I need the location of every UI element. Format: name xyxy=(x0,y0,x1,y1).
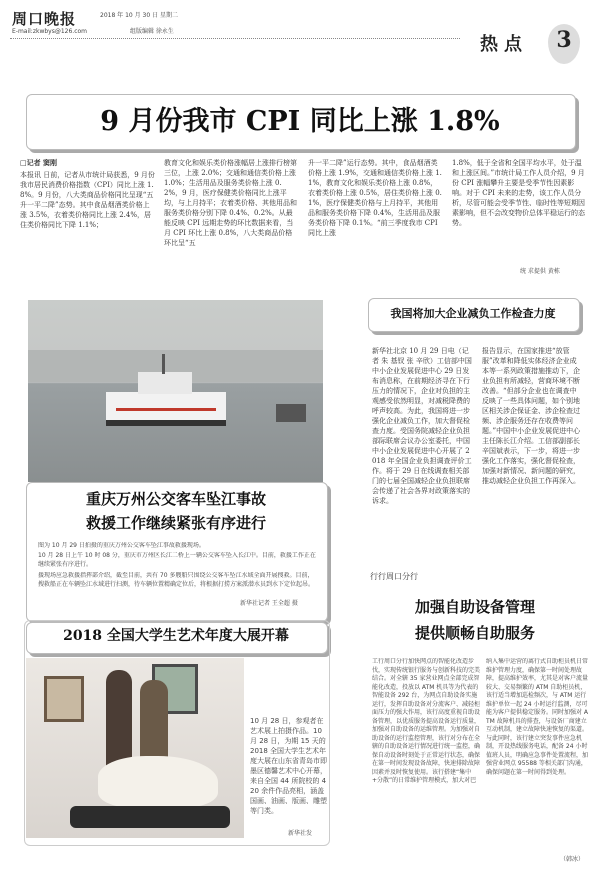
rescue-credit: 新华社记者 王全超 摄 xyxy=(240,600,298,607)
art-headline: 2018 全国大学生艺术年度大展开幕 xyxy=(63,628,289,644)
tax-col1: 新华社北京 10 月 29 日电（记者 朱 基钗 张 辛欣）工信部中国中小企业发展促进中心 29 日发布消息称，在前期经济寻在下行压力的情况下，企业对负担的主观感受依然明显，对减税降费的呼声较高。为此，我国将进一步强化企业减负工作，加大督促检查力度。受国务院减轻企业负担部际联席会议办公室委托，中国中小企业发展促进中心开展了 2018 年全国企业负担调查评价工作。将于 29 日在线调查相关部门的七届全国减轻企业负担联席会传递了社会各界对政策落实的诉求。 xyxy=(372,347,472,505)
rescue-headline-1: 重庆万州公交客车坠江事故 xyxy=(85,490,266,508)
editors: 组版编辑 徐永生 xyxy=(130,28,174,35)
art-photo xyxy=(26,658,244,838)
date: 2018 年 10 月 30 日 星期二 xyxy=(100,12,178,19)
rescue-caption-3: 援现场应急救援指挥部介绍，截至目前，共有 70 多艘船只围绕公交客车坠江水域全面开展搜救。目前，搜救船正在车辆坠江水域进行扫测，待车辆位置精确定位后，将根据打捞方案派潜水员到水下定位起吊。 xyxy=(38,572,315,588)
section-title: 热点 xyxy=(480,34,528,55)
cpi-byline: □记者 窦刚 xyxy=(20,158,58,167)
page-number: 3 xyxy=(556,27,572,53)
atm-headline-1: 加强自助设备管理 xyxy=(414,598,535,616)
cpi-sign: 统 求提供 黄栋 xyxy=(520,268,560,275)
ship-hull-stripe xyxy=(116,408,216,411)
masthead: 周口晚报 xyxy=(12,10,77,28)
cpi-col3: 升一平二降”运行态势。其中，食品烟酒类价格上涨 1.9%，交通和通信类价格上涨 1.1%，教育文化和娱乐类价格上涨 0.8%，衣着类价格上涨 0.5%，居住类价格上涨 0.1%，医疗保健类价格与上月持平，其他用品和服务类价格下降 0.4%，生活用品及服务类价格下降 0.1%。“前三季度我市 CPI 同比上涨 xyxy=(308,159,442,237)
cpi-headline: 9 月份我市 CPI 同比上涨 1.8% xyxy=(100,106,500,137)
header-rule xyxy=(10,38,460,39)
cpi-col4: 1.8%，低于全省和全国平均水平，处于温和上涨区间。”市统计局工作人员介绍，9 月份 CPI 涨幅攀升主要是受季节性因素影响。对于 CPI 未来的走势，该工作人员分析，尽管可能会受季节性、临时性等短期因素影响，但不会改变物价总体平稳运行的态势。 xyxy=(452,159,585,227)
sculpture-base xyxy=(70,806,230,828)
rescue-caption-1: 图为 10 月 29 日拍摄的重庆万州公交客车坠江事故救援现场。 xyxy=(38,542,205,549)
atm-sign: （韩冰） xyxy=(560,856,585,863)
painting-left xyxy=(44,676,84,722)
art-credit: 新华社发 xyxy=(288,830,313,837)
rescue-photo xyxy=(28,300,323,482)
cpi-col2: 教育文化和娱乐类价格涨幅居上涨排行榜第三位，上涨 2.0%；交通和通信类价格上涨 1.0%；生活用品及服务类价格上涨 0.2%，9 月，医疗保健类价格同比上涨平均，与上月持平；衣着类价格、其他用品和服务类价格分别下降 0.4%、0.2%。从最能反映 CPI 远期走势的环比数据来看，当月 CPI 环比上涨 0.8%，八大类商品价格环比呈“五 xyxy=(164,159,297,247)
atm-col2: 纳入集中运营的离行式自助柜员机日常维护管理力度，确保第一时间处理故障，提高维护效率，尤其是对客户流量较大、交易频繁的 ATM 自助柜员机，该行适当增加巡检频次，与 ATM 运行维护单位一起 24 小时运行监测，尽可能为客户提供稳定服务。同时加强对 ATM 故障机具的排查，与设备厂商建立互动机制，建立故障快速恢复的渠道。与此同时，该行建立突发事件应急机制，开设热线服务电话，配备 24 小时值班人员，明确应急事件处置流程，加强营业网点 95588 等相关部门沟通，确保问题在第一时间得到处理。 xyxy=(486,658,589,776)
art-caption: 10 月 28 日，参观者在艺术展上拍摄作品。10 月 28 日，为期 15 天的 2018 全国大学生艺术年度大展在山东省青岛市即墨区德馨艺术中心开幕，来自全国 44 所院校的 420 余件作品亮相，涵盖国画、油画、版画、雕塑等门类。 xyxy=(250,717,327,815)
atm-col1: 工行周口分行加快网点的智能化改造步伐，实现传统银行服务与创新科技的完美结合。对全辖 35 家营业网点全部完成智能化改造，投放以 ATM 机具等为代表的智能设备 292 台，为网点自助设备实施运行，发挥自助设备对分流客户、减轻柜面压力的强大作用，该行高度重视自助设备管理，以优质服务提高设备运行质量，加强对自助设备的运维管理。为加强对自助设备的运行监控管理，该行对分布在全辖的自助设备运行情况进行统一监控，确保自动设备时刻处于正常运行状态，确保在第一时间发现设备故障，快速排除故障因素并及时恢复使用。该行搭建“集中+分散”的日常维护管理模式，加大对巴 xyxy=(372,658,480,784)
tax-headline: 我国将加大企业减负工作检查力度 xyxy=(390,307,556,320)
atm-kicker: 行行周口分行 xyxy=(370,572,418,581)
cpi-col1: 本报讯 日前，记者从市统计局获悉，9 月份我市居民消费价格指数（CPI）同比上涨 1.8%。9 月份，八大类商品价格同比呈现“五升一平二降”态势。其中食品烟酒类价格上涨 3.5%，衣着类价格同比上涨 2.4%，居住类价格同比下降 1.1%； xyxy=(20,171,155,229)
rescue-headline-2: 救援工作继续紧张有序进行 xyxy=(85,514,266,532)
deer-sculpture xyxy=(98,756,218,808)
ship-mast xyxy=(162,354,165,374)
tax-col2: 报告显示，在国家推进“放管服”改革和降低实体经济企业成本等一系列政策措施推动下，企业负担有所减轻，营商环境不断改善。“但部分企业也在调查中反映了一些具体问题，如个别地区相关涉企保证金、涉企检查过频、涉企服务还存在收费等问题。”中国中小企业发展促进中心主任陈长江介绍。工信部副部长辛国斌表示，下一步，将进一步强化工作落实，强化督促检查，加强对新情况、新问题的研究，推动减轻企业负担工作再深入。 xyxy=(482,347,581,485)
atm-headline-2: 提供顺畅自助服务 xyxy=(414,624,535,642)
second-boat xyxy=(276,404,306,422)
ship-cabin xyxy=(138,372,192,394)
rescue-caption-2: 10 月 28 日上午 10 时 08 分，重庆市万州区长江二桥上一辆公交客车坠入长江中。目前，救援工作正在继续紧张有序进行。 xyxy=(38,552,316,568)
email: E-mail:zkwbys@126.com xyxy=(12,28,88,35)
